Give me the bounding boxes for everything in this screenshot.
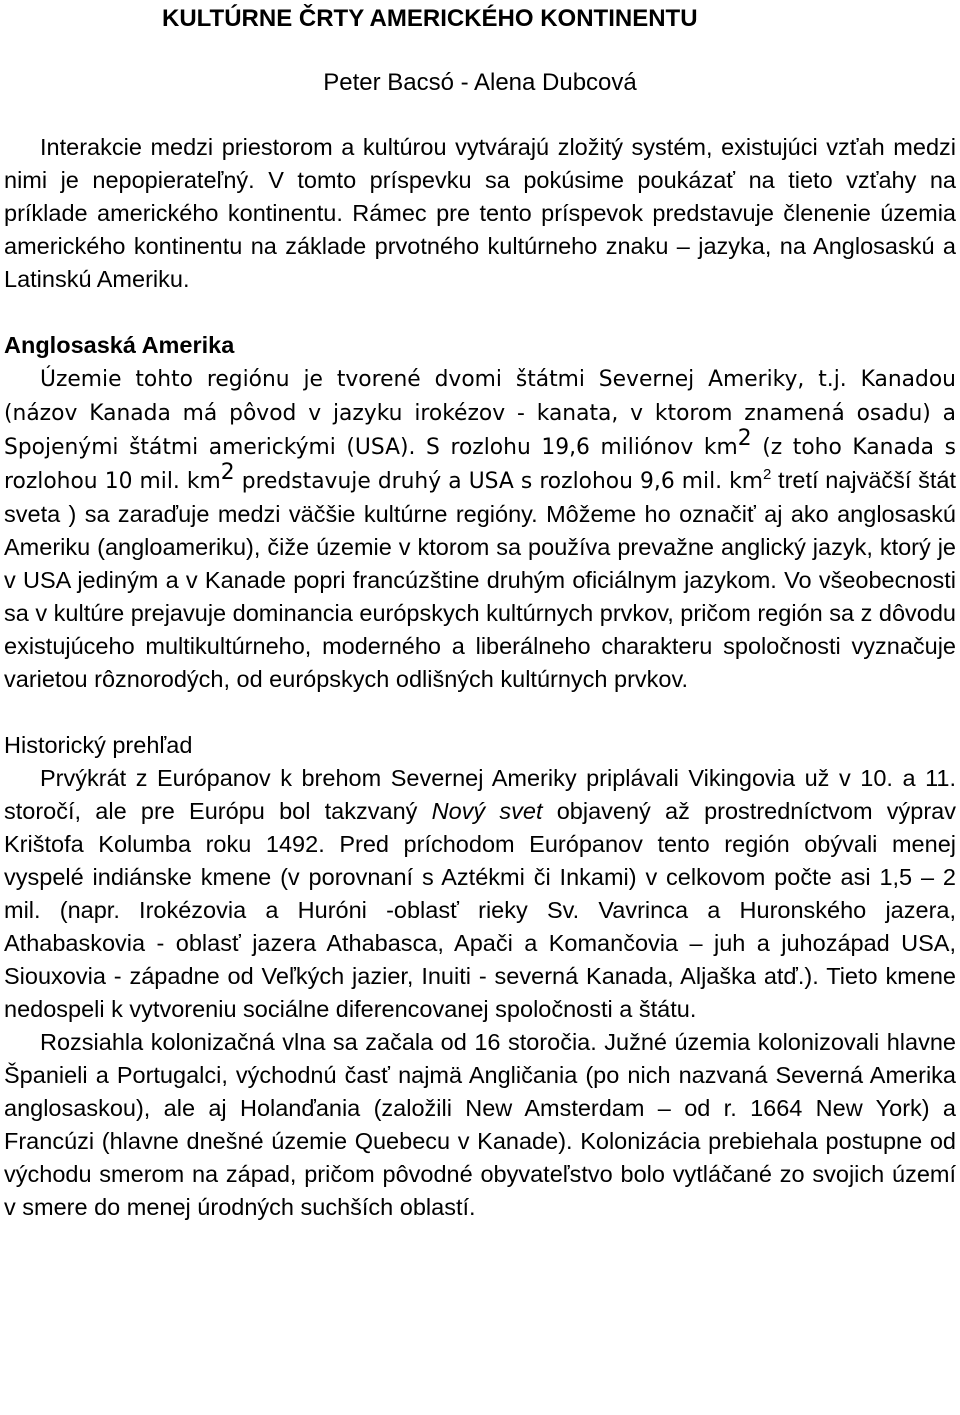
superscript-2: 2 (737, 426, 752, 452)
section1-text-b: S rozlohu 19,6 miliónov km (415, 435, 738, 460)
section2-p1-emphasis: Nový svet (431, 798, 543, 824)
section2-p1-text-b: objavený až prostredníctvom výprav Krištofa Kolumba roku 1492. Pred príchodom Európanov tento región obývali menej vyspelé indiánske kmene (v porovnaní s Aztékmi či Inkami) v celkovom počte asi 1,5 – 2 mil. (napr. Irokézovia a Huróni -oblasť rieky Sv. Vavrinca a Huronského jazera, Athabaskovia - oblasť jazera Athabasca, Apači a Komančovia – juh a juhozápad USA, Siouxovia - západne od Veľkých jazier, Inuiti - severná Kanada, Aljaška atď.). Tieto kmene nedospeli k vytvoreniu sociálne diferencovanej spoločnosti a štátu. (4, 798, 956, 1022)
superscript-2: 2 (220, 460, 235, 486)
intro-paragraph: Interakcie medzi priestorom a kultúrou vytvárajú zložitý systém, existujúci vzťah medzi nimi je nepopierateľný. V tomto príspevku sa pokúsime poukázať na tieto vzťahy na príklade amerického kontinentu. Rámec pre tento príspevok predstavuje členenie územia amerického kontinentu na základe prvotného kultúrneho znaku – jazyka, na Anglosaskú a Latinskú Ameriku. (4, 134, 956, 292)
section-heading-anglosaska-amerika: Anglosaská Amerika (4, 332, 235, 358)
section2-paragraph-1 (4, 762, 956, 1026)
section1-paragraph (4, 362, 956, 696)
superscript-2: 2 (763, 466, 772, 484)
section1-text-a: Územie tohto regiónu je tvorené dvomi štátmi Severnej Ameriky, t.j. Kanadou (názov Kanada má pôvod v jazyku irokézov - kanata, v ktorom znamená osadu) a Spojenými štátmi americkými (USA). (4, 367, 956, 460)
section1-text-f: Môžeme ho označiť aj ako anglosaskú Ameriku (angloameriku), čiže územie v ktorom sa používa prevažne anglický jazyk, ktorý je v USA jediným a v Kanade popri francúzštine druhým oficiálnym jazykom. Vo všeobecnosti sa v kultúre prejavuje dominancia európskych kultúrnych prvkov, pričom región sa z dôvodu existujúceho multikultúrneho, moderného a liberálneho charakteru spoločnosti vyznačuje varietou rôznorodých, od európskych odlišných kultúrnych prvkov. (4, 501, 956, 692)
document-authors: Peter Bacsó - Alena Dubcová (323, 69, 637, 96)
section2-p1-text-a: Prvýkrát z Európanov k brehom Severnej Ameriky priplávali Vikingovia už v 10. a 11. storočí, ale pre Európu bol takzvaný (4, 765, 956, 824)
document-title: KULTÚRNE ČRTY AMERICKÉHO KONTINENTU (162, 5, 698, 32)
section-heading-historicky-prehlad: Historický prehľad (4, 732, 193, 758)
section1-text-c: (z toho Kanada s rozlohou 10 mil. km (4, 435, 956, 494)
section1-text-d: predstavuje druhý a USA s rozlohou 9,6 mil. km (234, 469, 764, 494)
section1-text-e: tretí najväčší štát sveta ) sa zaraďuje medzi väčšie kultúrne regióny. (4, 467, 956, 527)
section2-paragraph-2: Rozsiahla kolonizačná vlna sa začala od 16 storočia. Južné územia kolonizovali hlavne Španieli a Portugalci, východnú časť najmä Angličania (po nich nazvaná Severná Amerika anglosaskou), ale aj Holanďania (založili New Amsterdam – od r. 1664 New York) a Francúzi (hlavne dnešné územie Quebecu v Kanade). Kolonizácia prebiehala postupne od východu smerom na západ, pričom pôvodné obyvateľstvo bolo vytláčané zo svojich území v smere do menej úrodných suchších oblastí. (4, 1029, 956, 1220)
